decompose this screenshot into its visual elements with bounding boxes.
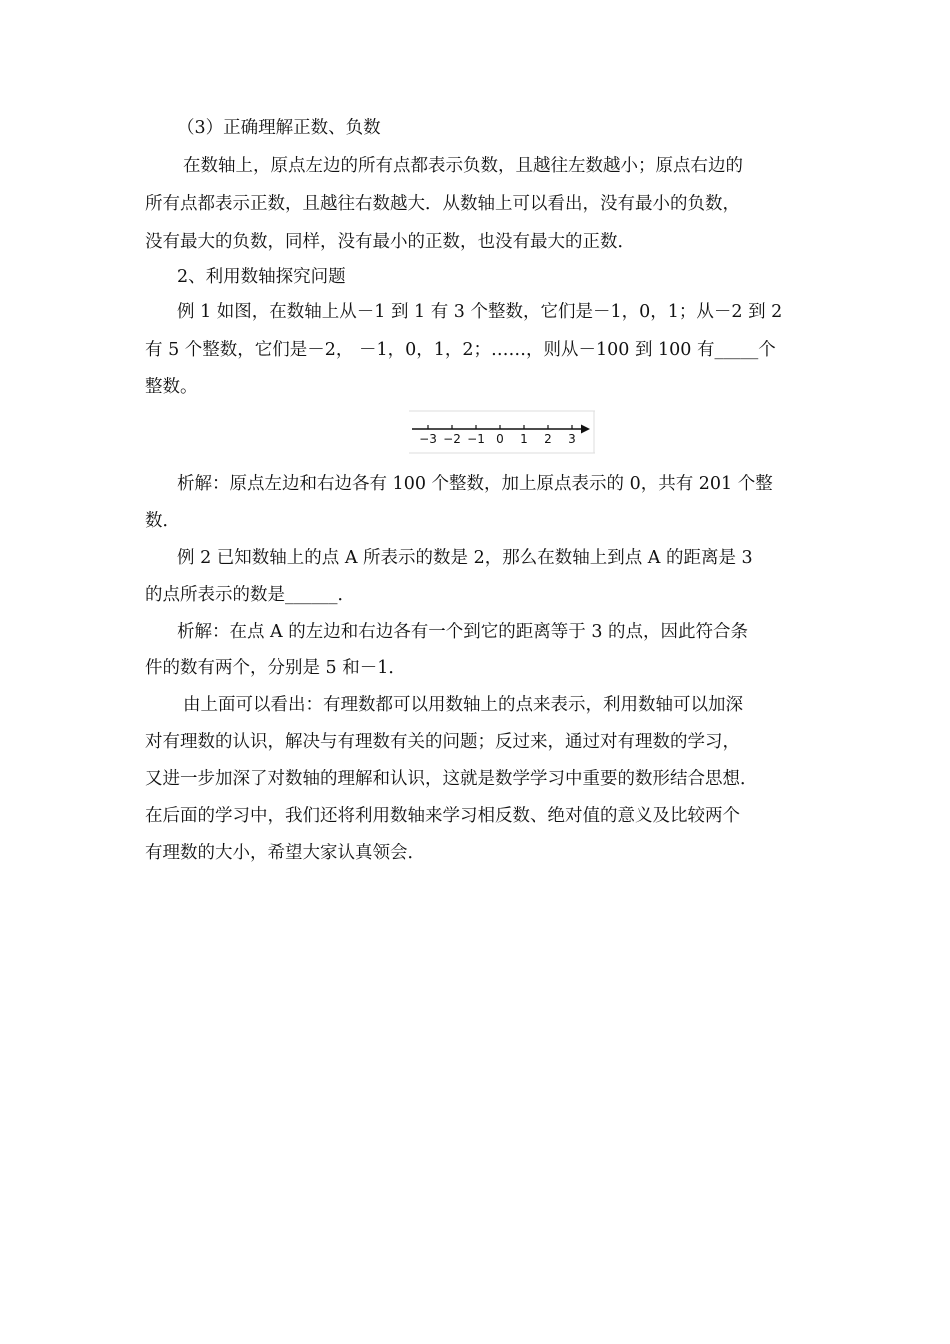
analysis-2-line: 析解：在点 A 的左边和右边各有一个到它的距离等于 3 的点，因此符合条 xyxy=(177,622,749,642)
conclusion-line: 对有理数的认识，解决与有理数有关的问题；反过来，通过对有理数的学习， xyxy=(145,732,740,752)
paragraph-line: 所有点都表示正数，且越往右数越大．从数轴上可以看出，没有最小的负数， xyxy=(145,194,740,214)
number-line-tick-label: −2 xyxy=(443,432,461,446)
example-1-line: 例 1 如图，在数轴上从－1 到 1 有 3 个整数，它们是－1，0，1；从－2 到 2 xyxy=(177,302,783,322)
example-2-line: 例 2 已知数轴上的点 A 所表示的数是 2，那么在数轴上到点 A 的距离是 3 xyxy=(177,548,753,568)
conclusion-line: 有理数的大小，希望大家认真领会． xyxy=(145,843,425,863)
number-line-tick-label: 2 xyxy=(544,432,552,446)
number-line-svg xyxy=(409,409,595,455)
number-line-tick-label: 3 xyxy=(568,432,576,446)
section-heading-positive-negative: （3）正确理解正数、负数 xyxy=(177,118,381,138)
number-line-tick-label: −3 xyxy=(419,432,437,446)
number-line-ticks xyxy=(419,425,576,446)
number-line-tick-label: 0 xyxy=(496,432,504,446)
conclusion-line: 又进一步加深了对数轴的理解和认识，这就是数学学习中重要的数形结合思想． xyxy=(145,769,758,789)
analysis-2-line: 件的数有两个，分别是 5 和－1． xyxy=(145,658,406,678)
number-line-tick-label: −1 xyxy=(467,432,485,446)
analysis-1-line: 数． xyxy=(145,511,180,531)
example-1-line: 有 5 个整数，它们是－2， －1，0，1，2；……，则从－100 到 100 有_____个 xyxy=(145,340,776,360)
paragraph-line: 在数轴上，原点左边的所有点都表示负数，且越往左数越小；原点右边的 xyxy=(183,156,743,176)
conclusion-line: 由上面可以看出：有理数都可以用数轴上的点来表示，利用数轴可以加深 xyxy=(183,695,743,715)
number-line-arrow-icon xyxy=(581,425,590,434)
number-line-tick-label: 1 xyxy=(520,432,528,446)
paragraph-line: 没有最大的负数，同样，没有最小的正数，也没有最大的正数． xyxy=(145,232,635,252)
number-line-figure xyxy=(409,409,595,455)
example-1-line: 整数。 xyxy=(145,377,198,397)
analysis-1-line: 析解：原点左边和右边各有 100 个整数，加上原点表示的 0，共有 201 个整 xyxy=(177,474,773,494)
section-heading-explore: 2、利用数轴探究问题 xyxy=(177,267,346,287)
example-2-line: 的点所表示的数是______． xyxy=(145,585,355,605)
conclusion-line: 在后面的学习中，我们还将利用数轴来学习相反数、绝对值的意义及比较两个 xyxy=(145,806,740,826)
